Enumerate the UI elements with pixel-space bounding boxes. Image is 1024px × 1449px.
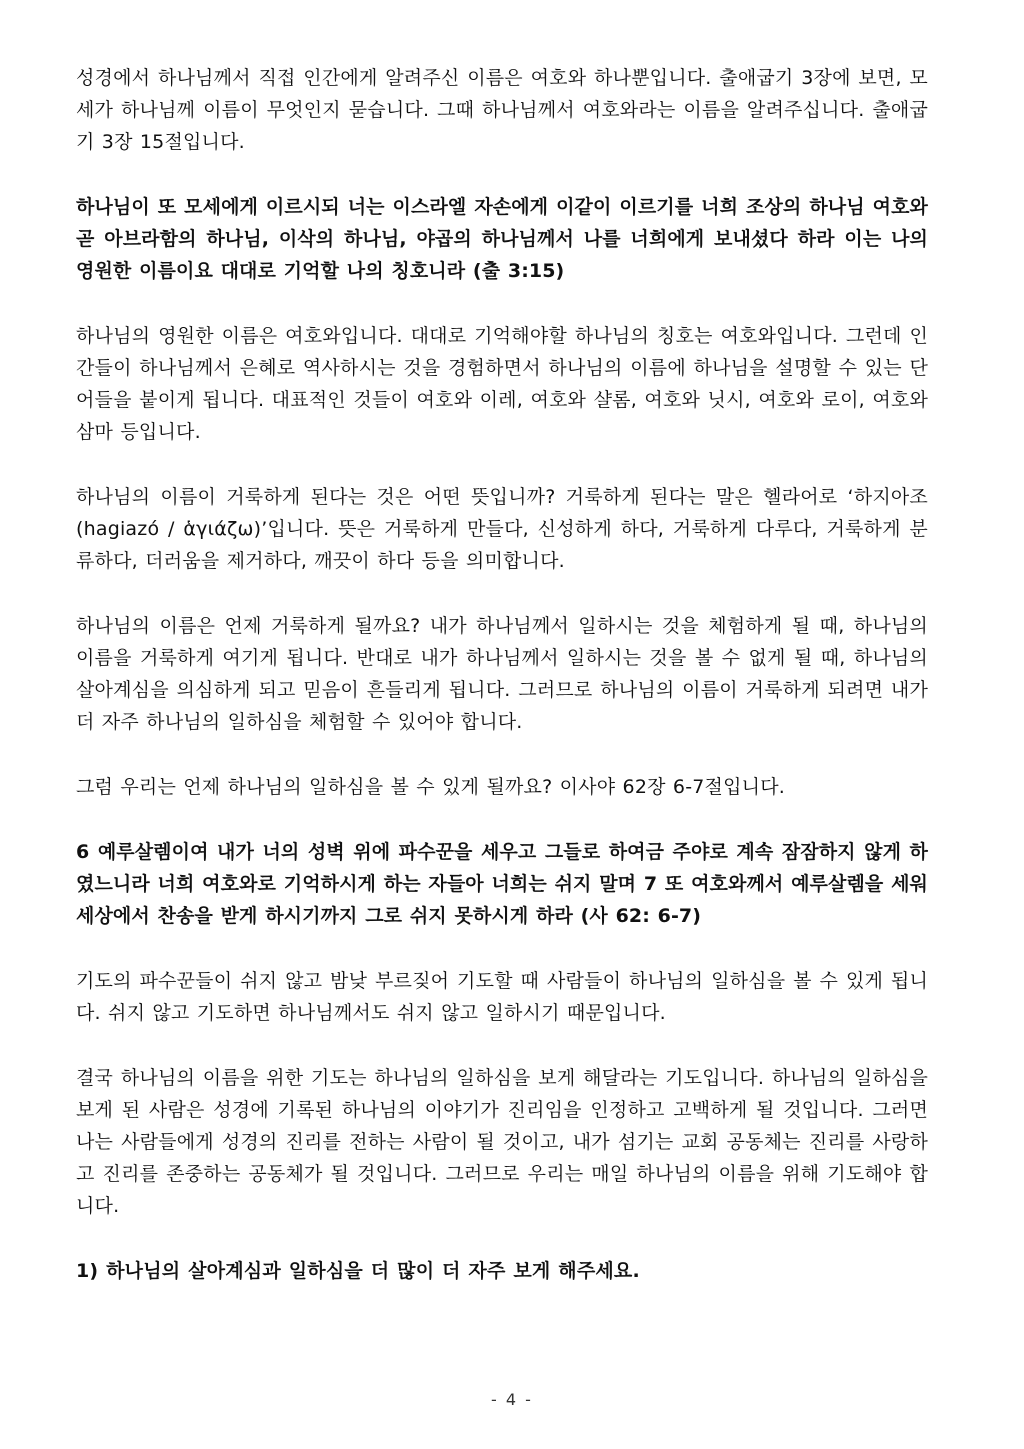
paragraph-hallowed-meaning: 하나님의 이름이 거룩하게 된다는 것은 어떤 뜻입니까? 거룩하게 된다는 말은 헬라어로 ‘하지아조(hagiazó / ἁγιάζω)’입니다. 뜻은 거룩하게 만들다, 신성하게 하다, 거룩하게 다루다, 거룩하게 분류하다, 더러움을 제거하다, 깨끗이 하다 등을 의미합니다. xyxy=(76,486,928,572)
paragraph-eternal-name: 하나님의 영원한 이름은 여호와입니다. 대대로 기억해야할 하나님의 칭호는 여호와입니다. 그런데 인간들이 하나님께서 은혜로 역사하시는 것을 경험하면서 하나님의 이름에 하나님을 설명할 수 있는 단어들을 붙이게 됩니다. 대표적인 것들이 여호와 이레, 여호와 샬롬, 여호와 닛시, 여호와 로이, 여호와 삼마 등입니다. xyxy=(76,325,928,443)
paragraph-conclusion: 결국 하나님의 이름을 위한 기도는 하나님의 일하심을 보게 해달라는 기도입니다. 하나님의 일하심을 보게 된 사람은 성경에 기록된 하나님의 이야기가 진리임을 인정하고 고백하게 될 것입니다. 그러면 나는 사람들에게 성경의 진리를 전하는 사람이 될 것이고, 내가 섬기는 교회 공동체는 진리를 사랑하고 진리를 존중하는 공동체가 될 것입니다. 그러므로 우리는 매일 하나님의 이름을 위해 기도해야 합니다. xyxy=(76,1067,928,1217)
scripture-quote-exodus-3-15: 하나님이 또 모세에게 이르시되 너는 이스라엘 자손에게 이같이 이르기를 너희 조상의 하나님 여호와 곧 아브라함의 하나님, 이삭의 하나님, 야곱의 하나님께서 나를 너희에게 보내셨다 하라 이는 나의 영원한 이름이요 대대로 기억할 나의 칭호니라 (출 3:15) xyxy=(76,196,928,282)
paragraph-exodus-intro: 성경에서 하나님께서 직접 인간에게 알려주신 이름은 여호와 하나뿐입니다. 출애굽기 3장에 보면, 모세가 하나님께 이름이 무엇인지 묻습니다. 그때 하나님께서 여호와라는 이름을 알려주십니다. 출애굽기 3장 15절입니다. xyxy=(76,67,928,153)
scripture-quote-isaiah-62: 6 예루살렘이여 내가 너의 성벽 위에 파수꾼을 세우고 그들로 하여금 주야로 계속 잠잠하지 않게 하였느니라 너희 여호와로 기억하시게 하는 자들아 너희는 쉬지 말며 7 또 여호와께서 예루살렘을 세워 세상에서 찬송을 받게 하시기까지 그로 쉬지 못하시게 하라 (사 62: 6-7) xyxy=(76,841,928,927)
paragraph-isaiah-intro: 그럼 우리는 언제 하나님의 일하심을 볼 수 있게 될까요? 이사야 62장 6-7절입니다. xyxy=(76,776,785,798)
paragraph-when-hallowed: 하나님의 이름은 언제 거룩하게 될까요? 내가 하나님께서 일하시는 것을 체험하게 될 때, 하나님의 이름을 거룩하게 여기게 됩니다. 반대로 내가 하나님께서 일하시는 것을 볼 수 없게 될 때, 하나님의 살아계심을 의심하게 되고 믿음이 흔들리게 됩니다. 그러므로 하나님의 이름이 거룩하게 되려면 내가 더 자주 하나님의 일하심을 체험할 수 있어야 합니다. xyxy=(76,615,928,733)
page-number: - 4 - xyxy=(491,1390,533,1409)
paragraph-watchmen: 기도의 파수꾼들이 쉬지 않고 밤낮 부르짖어 기도할 때 사람들이 하나님의 일하심을 볼 수 있게 됩니다. 쉬지 않고 기도하면 하나님께서도 쉬지 않고 일하시기 때문입니다. xyxy=(76,970,928,1024)
document-page xyxy=(76,62,928,1320)
section-heading-point-1: 1) 하나님의 살아계심과 일하심을 더 많이 더 자주 보게 해주세요. xyxy=(76,1260,640,1282)
